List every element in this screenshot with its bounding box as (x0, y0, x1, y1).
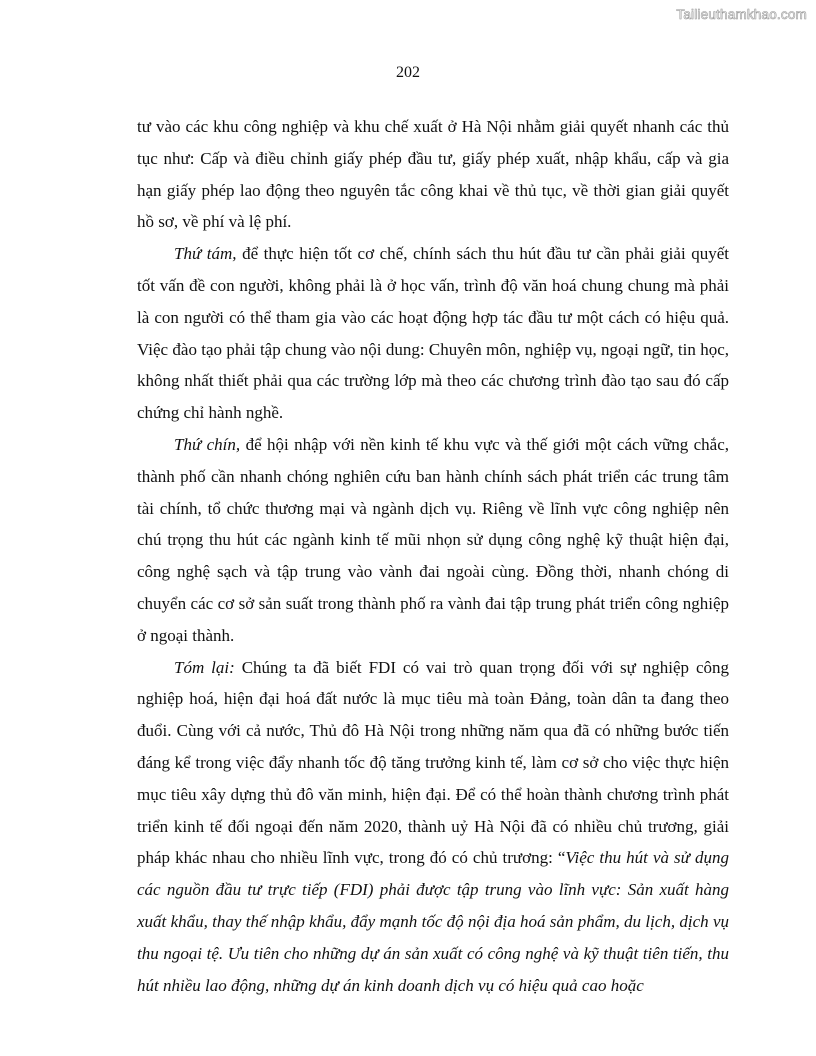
document-body (137, 111, 729, 1001)
paragraph-thu-tam (137, 238, 729, 429)
paragraph-lead: Tóm lại: (174, 657, 235, 677)
paragraph-text: Chúng ta đã biết FDI có vai trò quan trọng đối với sự nghiệp công nghiệp hoá, hiện đại hoá đất nước là mục tiêu mà toàn Đảng, toàn dân ta đang theo đuổi. Cùng với cả nước, Thủ đô Hà Nội trong những năm qua đã có những bước tiến đáng kể trong việc đẩy nhanh tốc độ tăng trưởng kinh tế, làm cơ sở cho việc thực hiện mục tiêu xây dựng thủ đô văn minh, hiện đại. Để có thể hoàn thành chương trình phát triển kinh tế đối ngoại đến năm 2020, thành uỷ Hà Nội đã có nhiều chủ trương, giải pháp khác nhau cho nhiều lĩnh vực, trong đó có chủ trương: “ (137, 657, 730, 868)
paragraph-continuation (137, 111, 729, 238)
page-number: 202 (396, 64, 420, 81)
paragraph-text: tư vào các khu công nghiệp và khu chế xuất ở Hà Nội nhằm giải quyết nhanh các thủ tục như: Cấp và điều chỉnh giấy phép đầu tư, giấy phép xuất, nhập khẩu, cấp và gia hạn giấy phép lao động theo nguyên tắc công khai về thủ tục, về thời gian giải quyết hồ sơ, về phí và lệ phí. (137, 117, 729, 232)
paragraph-text: để hội nhập với nền kinh tế khu vực và thế giới một cách vững chắc, thành phố cần nhanh chóng nghiên cứu ban hành chính sách phát triển các trung tâm tài chính, tổ chức thương mại và ngành dịch vụ. Riêng về lĩnh vực công nghiệp nên chú trọng thu hút các ngành kinh tế mũi nhọn sử dụng công nghệ kỹ thuật hiện đại, công nghệ sạch và tập trung vào vành đai ngoài cùng. Đồng thời, nhanh chóng di chuyển các cơ sở sản suất trong thành phố ra vành đai tập trung phát triển công nghiệp ở ngoại thành. (137, 434, 729, 645)
paragraph-lead: Thứ tám, (174, 244, 237, 264)
watermark-text: Tailieuthamkhao.com (676, 7, 807, 22)
paragraph-tom-lai (137, 652, 729, 1002)
paragraph-lead: Thứ chín, (174, 434, 241, 454)
paragraph-quote: Việc thu hút và sử dụng các nguồn đầu tư trực tiếp (FDI) phải được tập trung vào lĩnh vực: Sản xuất hàng xuất khẩu, thay thế nhập khẩu, đẩy mạnh tốc độ nội địa hoá sản phẩm, du lịch, dịch vụ thu ngoại tệ. Ưu tiên cho những dự án sản xuất có công nghệ và kỹ thuật tiên tiến, thu hút nhiều lao động, những dự án kinh doanh dịch vụ có hiệu quả cao hoặc (137, 848, 729, 995)
paragraph-thu-chin (137, 429, 729, 652)
paragraph-text: để thực hiện tốt cơ chế, chính sách thu hút đầu tư cần phải giải quyết tốt vấn đề con người, không phải là ở học vấn, trình độ văn hoá chung chung mà phải là con người có thể tham gia vào các hoạt động hợp tác đầu tư một cách có hiệu quả. Việc đào tạo phải tập chung vào nội dung: Chuyên môn, nghiệp vụ, ngoại ngữ, tin học, không nhất thiết phải qua các trường lớp mà theo các chương trình đào tạo sau đó cấp chứng chỉ hành nghề. (137, 244, 729, 423)
